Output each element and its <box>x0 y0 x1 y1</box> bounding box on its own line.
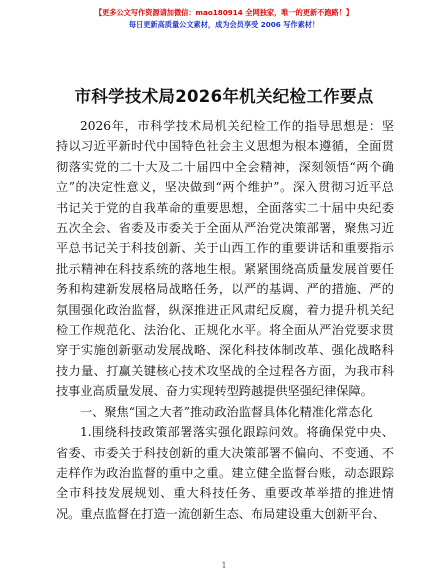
document-title: 市科学技术局2026年机关纪检工作要点 <box>74 87 374 106</box>
text-line: 省委、市委关于科技创新的重大决策部署不偏向、不变通、不 <box>56 445 394 460</box>
text-line: 技事业高质量发展、奋力实现转型跨越提供坚强纪律保障。 <box>56 384 373 399</box>
text-line: 平总书记关于科技创新、关于山西工作的重要讲话和重要指示 <box>56 241 394 256</box>
text-line: 务和构建新发展格局战略任务，以严的基调、严的措施、严的 <box>56 282 394 297</box>
text-line: 全市科技发展规划、重大科技任务、重要改革举措的推进情 <box>56 486 394 501</box>
paragraph-intro <box>56 116 394 402</box>
text-line: 况。重点监督在打造一流创新生态、布局建设重大创新平台、 <box>56 506 386 521</box>
text-line: 彻落实党的二十大及二十届四中全会精神，深刻领悟“两个确 <box>56 159 394 174</box>
text-line: 书记关于党的自我革命的重要思想，全面落实二十届中央纪委 <box>56 200 394 215</box>
promo-banner-line-2: 每日更新高质量公文素材，成为会员享受 2006 写作素材！ <box>128 20 320 29</box>
section-heading-1: 一、聚焦“国之大者”推动政治监督具体化精准化常态化 <box>80 404 373 419</box>
paragraph-item-1 <box>56 422 394 524</box>
promo-banner-line-1: 【更多公文写作资源请加微信：mao180914 全网独家，唯一的更新不跑路！】 <box>94 8 354 17</box>
page-number: 1 <box>221 561 227 570</box>
text-line: 2026年，市科学技术局机关纪检工作的指导思想是：坚 <box>80 119 394 133</box>
text-line: 穿于实施创新驱动发展战略、深化科技体制改革、强化战略科 <box>56 343 394 358</box>
text-line: 持以习近平新时代中国特色社会主义思想为根本遵循，全面贯 <box>56 139 394 154</box>
text-line: 立”的决定性意义，坚决做到“两个维护”。深入贯彻习近平总 <box>56 180 394 195</box>
text-line: 五次全会、省委及市委关于全面从严治党决策部署，聚焦习近 <box>56 221 394 236</box>
document-body <box>56 116 394 524</box>
text-line: 检工作规范化、法治化、正规化水平。将全面从严治党要求贯 <box>56 323 394 338</box>
text-line: 1.围绕科技政策部署落实强化跟踪问效。将确保党中央、 <box>80 425 394 440</box>
promo-banner <box>0 7 448 31</box>
text-line: 氛围强化政治监督，纵深推进正风肃纪反腐，着力提升机关纪 <box>56 302 394 317</box>
text-line: 批示精神在科技系统的落地生根。紧紧围绕高质量发展首要任 <box>56 261 394 276</box>
text-line: 技力量、打赢关键核心技术攻坚战的全过程各方面，为我市科 <box>56 363 394 378</box>
text-line: 走样作为政治监督的重中之重。建立健全监督台账，动态跟踪 <box>56 465 394 480</box>
